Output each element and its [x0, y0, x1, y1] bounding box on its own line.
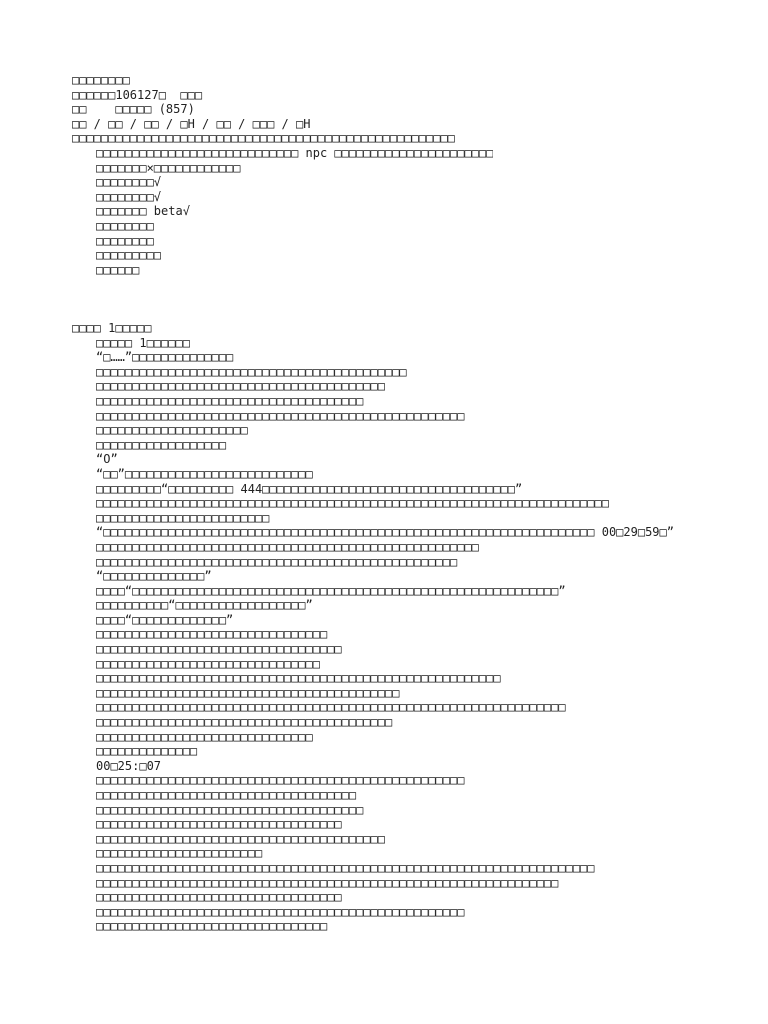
tag-list-item: □□□□□□□□	[96, 233, 154, 248]
tag-list-item: □□□□□□□□□□□□□□□□□□□□□□□□□□□□ npc □□□□□□□□□□□□□□□□□□□□□□	[96, 145, 494, 160]
body-line: □□□□□□□□□□□□□□□□□□□□□□□□□□□□□□□□□□□□□□□□□□□	[96, 364, 407, 379]
body-line: □□□□□□□□□□□□□□□□□□□□□□□□□□□□□□□□□□□□□□□□□□□□□□□□□□□	[96, 773, 465, 788]
tag-list-item: □□□□□□□□√	[96, 175, 162, 190]
body-line: □□□□□□□□□□□□□□□□□□□□□□□□□□□□□□□□□□□□□□□□	[96, 831, 385, 846]
tag-list-item: □□□□□□□□	[96, 218, 154, 233]
body-line: □□□□□□□□□□□□□□□□□□□□□□□□□□□□□□□□□□□□□□□□□□□□□□□□□□□□□□□□□□□□□□□□□□□□□	[96, 860, 595, 875]
body-line: “□□□□□□□□□□□□□□□□□□□□□□□□□□□□□□□□□□□□□□□□□□□□□□□□□□□□□□□□□□□□□□□□□□□□ 00□29□59□”	[96, 525, 674, 540]
body-line: □□□□□□□□□□□□□□□□□□□□□□□□□□□□□□□□	[96, 919, 328, 934]
body-line: □□□□□□□□□□□□□□□□□□□□□□□□□□□□□□□□□□□□□□□□	[96, 379, 385, 394]
body-line: □□□□□□□□□□□□□□□□□□□□□□□□□□□□□□□□□□	[96, 642, 342, 657]
breadcrumb: □□ / □□ / □□ / □H / □□ / □□□ / □H	[72, 116, 311, 131]
body-line: □□□□□□□□□□□□□□□□□□□□□□□□□□□□□□□□□□□□□□□□□□□□□□□□□□□□□□□□	[96, 671, 501, 686]
body-line: □□□□□□□□□□□□□□	[96, 744, 198, 759]
tag-list	[72, 146, 493, 277]
count-line: □□ □□□□□ (857)	[72, 102, 195, 117]
body-line: □□□□□□□□□□□□□□□□□□□□□□□□□□□□□□□□□□□□□□□□□□□□□□□□□□□	[96, 408, 465, 423]
body-line: □□□□□□□□□□□□□□□□□□□□□□□□□□□□□□□□□□□□□□□□□□□□□□□□□□□□□□□□□□□□□□□□□	[96, 700, 566, 715]
body-line: □□□□□□□□□□□□□□□□□□□□□□□□□□□□□□□□	[96, 627, 328, 642]
chapter-body	[72, 336, 674, 934]
body-line: “□□”□□□□□□□□□□□□□□□□□□□□□□□□□□	[96, 466, 313, 481]
body-line: □□□□□□□□□□“□□□□□□□□□□□□□□□□□□”	[96, 598, 313, 613]
tag-list-item: □□□□□□□×□□□□□□□□□□□□	[96, 160, 241, 175]
body-line: □□□□□□□□□□□□□□□□□□□□□□□□□□□□□□□□□□□□□□□□□□□□□□□□□□□□□□□□□□□□□□□□□□□□□□□	[96, 496, 609, 511]
body-line: □□□□□□□□□□□□□□□□□□□□□□□□□□□□□□□□□□□□	[96, 788, 357, 802]
body-line: “O”	[96, 452, 118, 467]
body-line: □□□□□□□□□□□□□□□□□□□□□□□□□□□□□□□	[96, 656, 320, 671]
document-title: □□□□□□□□	[72, 73, 130, 87]
body-line: □□□□□□□□□□□□□□□□□□□□□□□□□□□□□□	[96, 729, 313, 744]
body-line: □□□□□□□□□□□□□□□□□□□□□□□□□□□□□□□□□□	[96, 890, 342, 905]
body-line: □□□□“□□□□□□□□□□□□□”	[96, 612, 234, 627]
tag-list-item: □□□□□□□ beta√	[96, 204, 190, 219]
tag-list-item: □□□□□□□□√	[96, 189, 162, 204]
tag-list-item: □□□□□□□□□	[96, 248, 162, 263]
body-line: “□□□□□□□□□□□□□□”	[96, 569, 212, 584]
body-line: □□□□□□□□□□□□□□□□□□□□□	[96, 423, 248, 438]
body-line: □□□□□□□□□“□□□□□□□□□ 444□□□□□□□□□□□□□□□□□□□□□□□□□□□□□□□□□□□”	[96, 481, 523, 496]
body-line: 00□25:□07	[96, 758, 162, 773]
body-line: □□□□□□□□□□□□□□□□□□□□□□□□□□□□□□□□□□□□□□□□□□	[96, 685, 400, 700]
body-line: □□□□“□□□□□□□□□□□□□□□□□□□□□□□□□□□□□□□□□□□□□□□□□□□□□□□□□□□□□□□□□□□”	[96, 583, 566, 598]
body-line: □□□□□□□□□□□□□□□□□□□□□□□□□□□□□□□□□□□□□□□□□	[96, 715, 393, 730]
body-line: □□□□□□□□□□□□□□□□□□□□□□□□	[96, 510, 270, 525]
chapter-section	[72, 321, 674, 934]
tag-list-item: □□□□□□	[96, 262, 140, 277]
body-line: □□□□□□□□□□□□□□□□□□□□□□□□□□□□□□□□□□□□□□□□□□□□□□□□□□□	[96, 904, 465, 919]
body-line: □□□□□□□□□□□□□□□□□□□□□□□□□□□□□□□□□□□□□	[96, 393, 364, 408]
chapter-heading: □□□□ 1□□□□□	[72, 321, 152, 335]
body-line: □□□□□ 1□□□□□□	[96, 335, 190, 350]
document-header	[72, 73, 493, 277]
body-line: □□□□□□□□□□□□□□□□□□□□□□□□□□□□□□□□□□□□□□□□□□□□□□□□□□□□□□□□□□□□□□□□	[96, 875, 559, 890]
body-line: □□□□□□□□□□□□□□□□□□□□□□□	[96, 846, 263, 861]
body-line: □□□□□□□□□□□□□□□□□□□□□□□□□□□□□□□□□□□□□□□□□□□□□□□□□□	[96, 554, 458, 569]
info-line: □□□□□□106127□ □□□	[72, 87, 203, 102]
body-line: □□□□□□□□□□□□□□□□□□□□□□□□□□□□□□□□□□	[96, 817, 342, 832]
body-line: □□□□□□□□□□□□□□□□□□□□□□□□□□□□□□□□□□□□□	[96, 802, 364, 817]
body-line: □□□□□□□□□□□□□□□□□□□□□□□□□□□□□□□□□□□□□□□□□□□□□□□□□□□□□	[96, 539, 479, 554]
body-line: □□□□□□□□□□□□□□□□□□	[96, 437, 227, 452]
summary-line: □□□□□□□□□□□□□□□□□□□□□□□□□□□□□□□□□□□□□□□□□□□□□□□□□□□□□	[72, 131, 455, 146]
body-line: “□……”□□□□□□□□□□□□□□	[96, 350, 234, 365]
